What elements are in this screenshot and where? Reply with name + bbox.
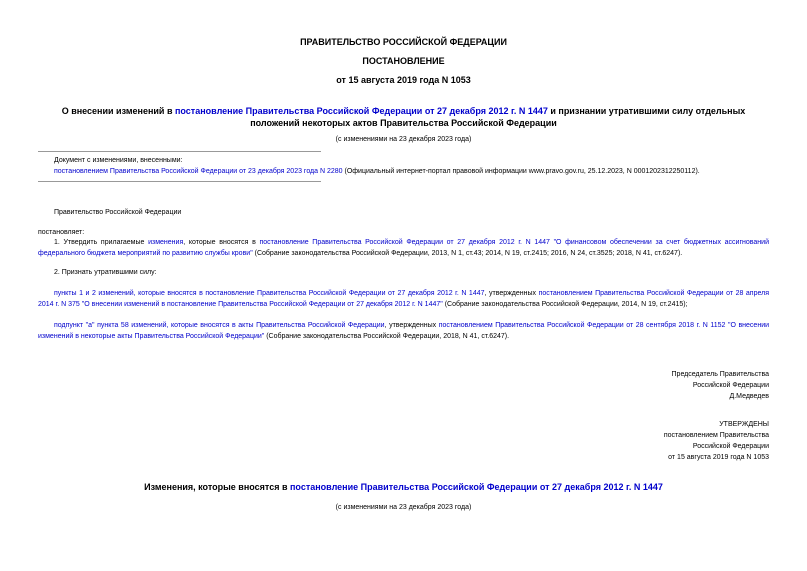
document-type-heading: ПОСТАНОВЛЕНИЕ bbox=[362, 56, 445, 66]
item-2a-points-link[interactable]: пункты 1 и 2 изменений, которые вносятся в постановление Правительства Российской Федерации от 27 декабря 2012 г. N 1447 bbox=[54, 290, 485, 297]
title-link-resolution-1447[interactable]: постановление Правительства Российской Федерации от 27 декабря 2012 г. N 1447 bbox=[174, 106, 548, 116]
divider-top bbox=[38, 151, 321, 152]
item-2-paragraph: 2. Признать утратившими силу: bbox=[54, 269, 157, 276]
item-2a-resolution-link[interactable]: постановлением Правительства Российской Федерации от 28 апреля 2014 г. N 375 "О внесении изменений в постановление Правительства Российской Федерации от 27 декабря 2012 г. N 1447" bbox=[38, 290, 770, 308]
changes-amended-note: (с изменениями на 23 декабря 2023 года) bbox=[335, 504, 472, 511]
item-1-resolution-link[interactable]: постановление Правительства Российской Федерации от 27 декабря 2012 г. N 1447 "О финансовом обеспечении за счет бюджетных ассигнований федерального бюджета мероприятий по развитию службы крови" bbox=[38, 239, 769, 257]
changes-title-link[interactable]: постановление Правительства Российской Федерации от 27 декабря 2012 г. N 1447 bbox=[290, 482, 663, 492]
government-line: Правительство Российской Федерации bbox=[54, 209, 182, 216]
item-1-pre: 1. Утвердить прилагаемые bbox=[54, 239, 149, 246]
item-2b-paragraph bbox=[38, 320, 769, 342]
item-1-changes-link[interactable]: изменения bbox=[148, 239, 184, 246]
document-title bbox=[0, 105, 807, 129]
approval-date: от 15 августа 2019 года N 1053 bbox=[668, 454, 769, 461]
approval-block bbox=[664, 419, 769, 463]
approval-line-3: Российской Федерации bbox=[692, 443, 769, 450]
item-2b-subpoint-link[interactable]: подпункт "а" пункта 58 изменений, которые вносятся в акты Правительства Российской Федерации bbox=[54, 322, 385, 329]
changes-title bbox=[0, 482, 807, 492]
item-1-mid: , которые вносятся в bbox=[183, 239, 260, 246]
doc-changes-link[interactable]: постановлением Правительства Российской Федерации от 23 декабря 2023 года N 2280 bbox=[54, 168, 343, 175]
item-2a-mid: , утвержденных bbox=[484, 290, 539, 297]
signature-position: Председатель Правительства bbox=[671, 371, 769, 378]
item-2b-mid: , утвержденных bbox=[384, 322, 439, 329]
changes-title-pre: Изменения, которые вносятся в bbox=[144, 482, 290, 492]
doc-changes-source: (Официальный интернет-портал правовой информации www.pravo.gov.ru, 25.12.2023, N 0001202312250112). bbox=[342, 168, 700, 175]
item-1-paragraph bbox=[38, 237, 769, 259]
title-text-pre: О внесении изменений в bbox=[61, 106, 175, 116]
item-2a-post: (Собрание законодательства Российской Федерации, 2014, N 19, ст.2415); bbox=[442, 301, 688, 308]
signature-name: Д.Медведев bbox=[729, 393, 769, 400]
resolves-line: постановляет: bbox=[38, 229, 85, 236]
document-date-heading: от 15 августа 2019 года N 1053 bbox=[336, 75, 471, 85]
signature-block bbox=[672, 369, 769, 402]
title-text-post: и признании утратившими силу отдельных положений некоторых актов Правительства Российской Федерации bbox=[250, 106, 746, 128]
doc-changes-label: Документ с изменениями, внесенными: bbox=[54, 157, 183, 164]
approval-heading: УТВЕРЖДЕНЫ bbox=[719, 421, 769, 428]
doc-changes-line bbox=[54, 166, 774, 177]
doc-changes-note bbox=[54, 155, 774, 177]
divider-bottom bbox=[38, 181, 321, 182]
approval-line-2: постановлением Правительства bbox=[663, 432, 769, 439]
item-2b-post: (Собрание законодательства Российской Федерации, 2018, N 41, ст.6247). bbox=[264, 333, 510, 340]
issuer-heading: ПРАВИТЕЛЬСТВО РОССИЙСКОЙ ФЕДЕРАЦИИ bbox=[300, 37, 507, 47]
signature-org: Российской Федерации bbox=[692, 382, 769, 389]
amended-note: (с изменениями на 23 декабря 2023 года) bbox=[335, 136, 472, 143]
item-2a-paragraph bbox=[38, 288, 769, 310]
item-1-post: (Собрание законодательства Российской Федерации, 2013, N 1, ст.43; 2014, N 19, ст.2415; 2016, N 24, ст.3525; 2018, N 41, ст.6247). bbox=[252, 250, 683, 257]
item-2b-resolution-link[interactable]: постановлением Правительства Российской Федерации от 28 сентября 2018 г. N 1152 "О внесении изменений в некоторые акты Правительства Российской Федерации" bbox=[38, 322, 770, 340]
